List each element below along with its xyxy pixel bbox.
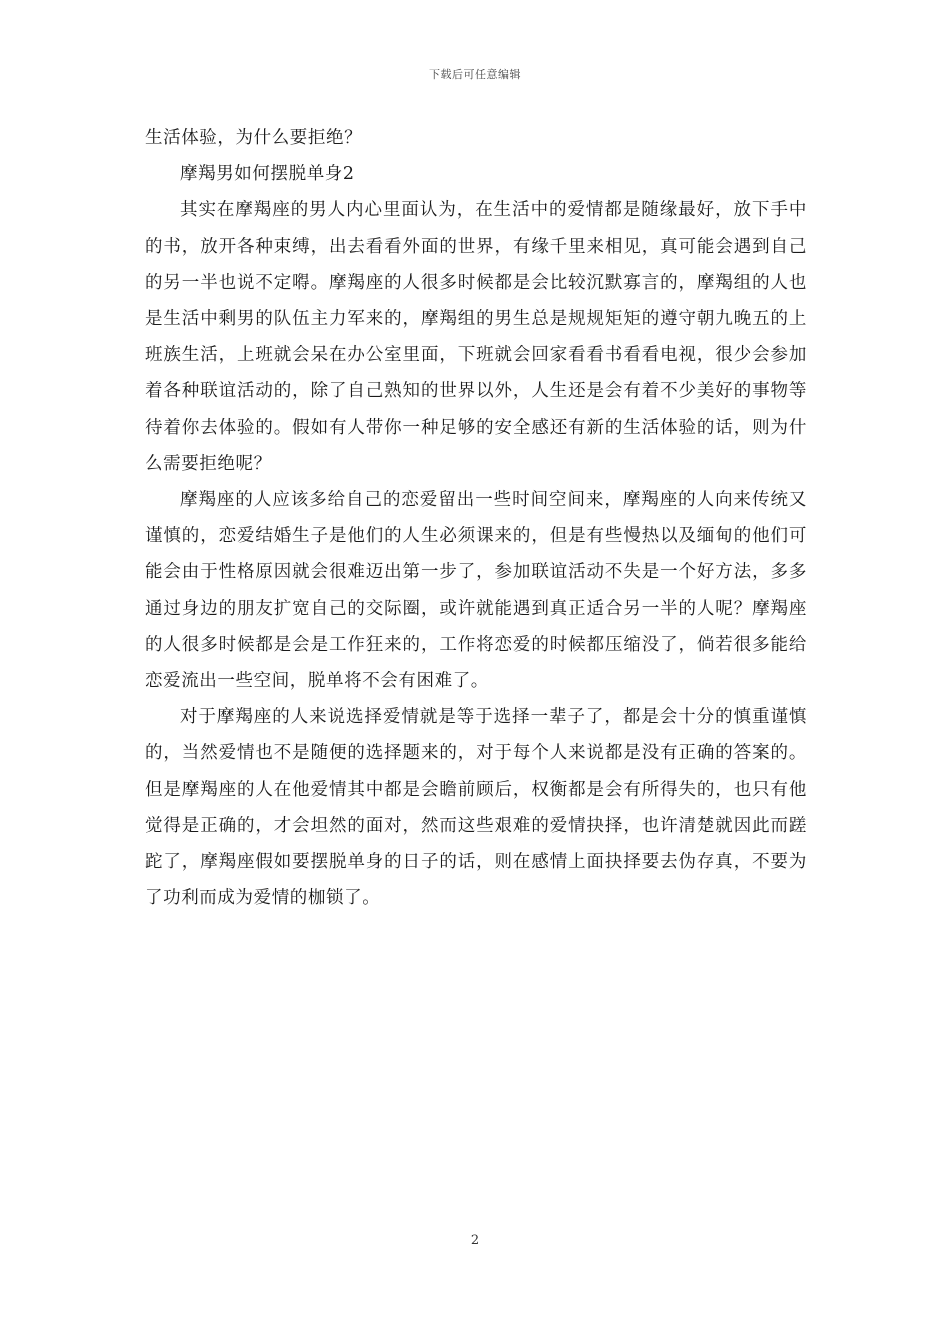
document-body <box>145 120 807 916</box>
page-number: 2 <box>470 1233 480 1248</box>
paragraph: 对于摩羯座的人来说选择爱情就是等于选择一辈子了，都是会十分的慎重谨慎的，当然爱情也不是随便的选择题来的，对于每个人来说都是没有正确的答案的。但是摩羯座的人在他爱情其中都是会瞻前顾后，权衡都是会有所得失的，也只有他觉得是正确的，才会坦然的面对，然而这些艰难的爱情抉择，也许清楚就因此而蹉跎了，摩羯座假如要摆脱单身的日子的话，则在感情上面抉择要去伪存真，不要为了功利而成为爱情的枷锁了。 <box>145 707 807 909</box>
paragraph: 其实在摩羯座的男人内心里面认为，在生活中的爱情都是随缘最好，放下手中的书，放开各种束缚，出去看看外面的世界，有缘千里来相见，真可能会遇到自己的另一半也说不定嘚。摩羯座的人很多时候都是会比较沉默寡言的，摩羯组的人也是生活中剩男的队伍主力军来的，摩羯组的男生总是规规矩矩的遵守朝九晚五的上班族生活，上班就会呆在办公室里面，下班就会回家看看书看看电视，很少会参加着各种联谊活动的，除了自己熟知的世界以外，人生还是会有着不少美好的事物等待着你去体验的。假如有人带你一种足够的安全感还有新的生活体验的话，则为什么需要拒绝呢？ <box>145 200 807 474</box>
paragraph: 摩羯座的人应该多给自己的恋爱留出一些时间空间来，摩羯座的人向来传统又谨慎的，恋爱结婚生子是他们的人生必须课来的，但是有些慢热以及缅甸的他们可能会由于性格原因就会很难迈出第一步了，参加联谊活动不失是一个好方法，多多通过身边的朋友扩宽自己的交际圈，或许就能遇到真正适合另一半的人呢？摩羯座的人很多时候都是会是工作狂来的，工作将恋爱的时候都压缩没了，倘若很多能给恋爱流出一些空间，脱单将不会有困难了。 <box>145 490 807 692</box>
section-heading: 摩羯男如何摆脱单身2 <box>180 164 355 185</box>
paragraph-continuation: 生活体验，为什么要拒绝？ <box>145 128 363 148</box>
page-header: 下载后可任意编辑 <box>429 68 521 81</box>
